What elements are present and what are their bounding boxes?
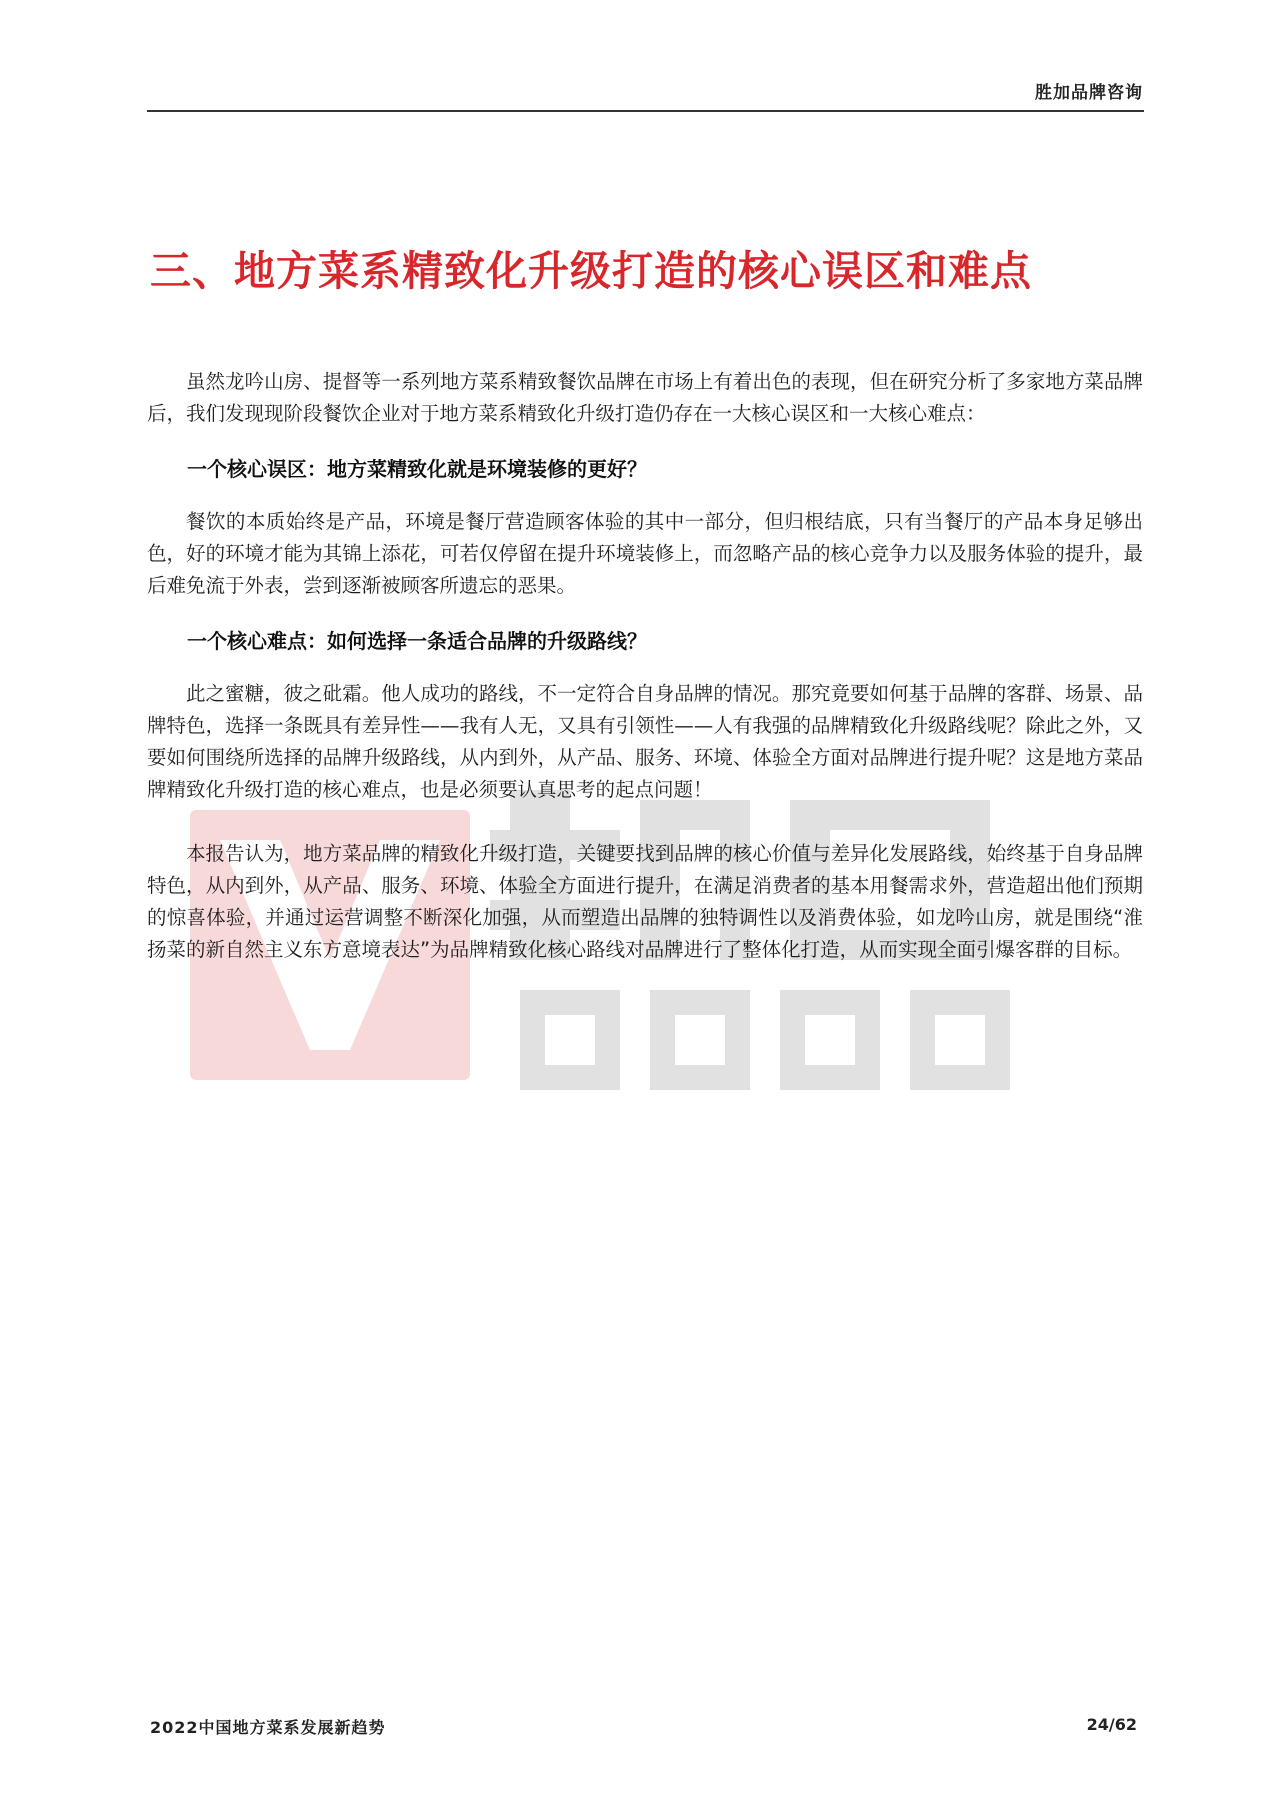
- section-title: 三、地方菜系精致化升级打造的核心误区和难点: [150, 247, 1032, 295]
- header-brand: 胜加品牌咨询: [1035, 83, 1143, 103]
- header-divider: [147, 110, 1144, 112]
- intro-paragraph: 虽然龙吟山房、提督等一系列地方菜系精致餐饮品牌在市场上有着出色的表现，但在研究分析了多家地方菜品牌后，我们发现现阶段餐饮企业对于地方菜系精致化升级打造仍存在一大核心误区和一大核心难点：: [147, 370, 1143, 425]
- misconception-heading: 一个核心误区：地方菜精致化就是环境装修的更好？: [187, 457, 647, 481]
- article-body: [147, 366, 1143, 989]
- difficulty-paragraph: 此之蜜糖，彼之砒霜。他人成功的路线，不一定符合自身品牌的情况。那究竟要如何基于品牌的客群、场景、品牌特色，选择一条既具有差异性——我有人无，又具有引领性——人有我强的品牌精致化升级路线呢？除此之外，又要如何围绕所选择的品牌升级路线，从内到外，从产品、服务、环境、体验全方面对品牌进行提升呢？这是地方菜品牌精致化升级打造的核心难点，也是必须要认真思考的起点问题！: [147, 682, 1143, 801]
- footer-report-title: 2022中国地方菜系发展新趋势: [150, 1718, 386, 1737]
- conclusion-paragraph: 本报告认为，地方菜品牌的精致化升级打造，关键要找到品牌的核心价值与差异化发展路线，始终基于自身品牌特色，从内到外，从产品、服务、环境、体验全方面进行提升，在满足消费者的基本用餐需求外，营造超出他们预期的惊喜体验，并通过运营调整不断深化加强，从而塑造出品牌的独特调性以及消费体验，如龙吟山房，就是围绕“淮扬菜的新自然主义东方意境表达”为品牌精致化核心路线对品牌进行了整体化打造，从而实现全面引爆客群的目标。: [147, 842, 1143, 961]
- difficulty-heading: 一个核心难点：如何选择一条适合品牌的升级路线？: [187, 629, 647, 653]
- footer-page-number: 24/62: [1086, 1715, 1137, 1734]
- misconception-paragraph: 餐饮的本质始终是产品，环境是餐厅营造顾客体验的其中一部分，但归根结底，只有当餐厅的产品本身足够出色，好的环境才能为其锦上添花，可若仅停留在提升环境装修上，而忽略产品的核心竞争力以及服务体验的提升，最后难免流于外表，尝到逐渐被顾客所遗忘的恶果。: [147, 510, 1143, 597]
